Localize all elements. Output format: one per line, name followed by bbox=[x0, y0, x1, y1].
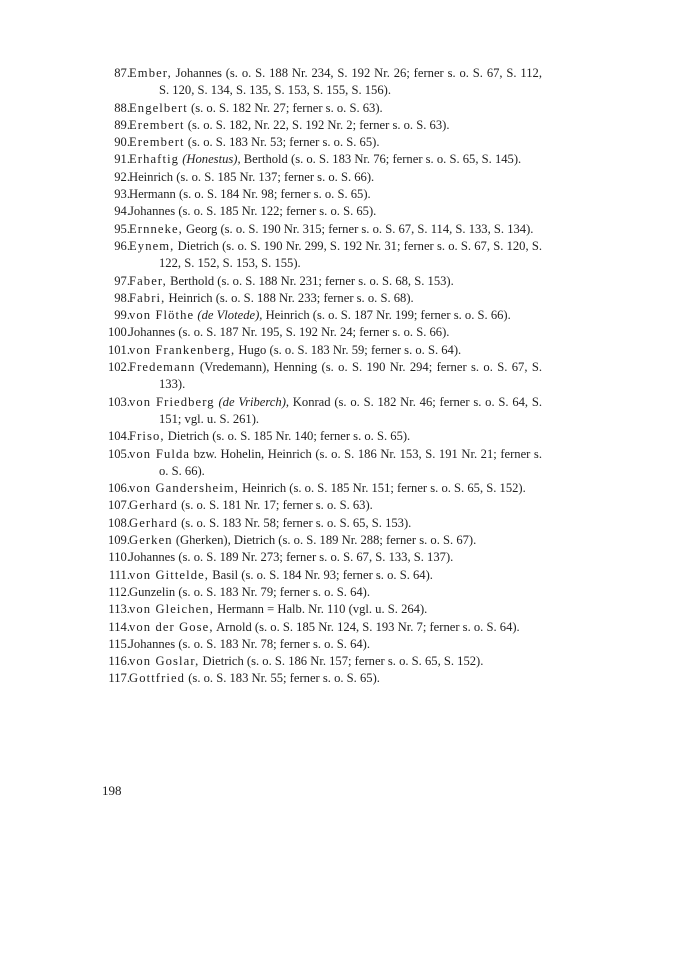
entry-reference: Berthold (s. o. S. 188 Nr. 231; ferner s. o. S. 68, S. 153). bbox=[166, 273, 454, 288]
entry-name: Gunzelin bbox=[129, 584, 176, 599]
page-number: 198 bbox=[102, 783, 122, 798]
entry-text bbox=[129, 516, 411, 530]
index-entry bbox=[102, 653, 542, 670]
entry-text bbox=[129, 204, 376, 218]
entry-reference: Heinrich (s. o. S. 187 Nr. 199; ferner s. o. S. 66). bbox=[262, 308, 511, 323]
index-entry bbox=[102, 446, 542, 481]
entry-reference: (s. o. S. 183 Nr. 58; ferner s. o. S. 65, S. 153). bbox=[177, 515, 412, 530]
index-entry bbox=[102, 567, 542, 584]
entry-name: von Gittelde, bbox=[129, 567, 210, 582]
index-entry bbox=[102, 324, 542, 341]
entry-reference: (s. o. S. 182, Nr. 22, S. 192 Nr. 2; ferner s. o. S. 63). bbox=[184, 117, 450, 132]
entry-text bbox=[129, 585, 370, 599]
entry-name: Erhaftig bbox=[129, 152, 180, 167]
entry-text bbox=[129, 239, 542, 270]
entry-name: Gerhard bbox=[129, 498, 178, 513]
entry-text bbox=[129, 118, 449, 132]
entry-reference: (s. o. S. 183 Nr. 79; ferner s. o. S. 64). bbox=[175, 584, 371, 599]
entry-name: Johannes bbox=[129, 550, 176, 565]
entry-name: Johannes bbox=[129, 636, 176, 651]
entry-text bbox=[129, 395, 542, 426]
index-entry bbox=[102, 273, 542, 290]
entry-text bbox=[129, 360, 542, 391]
entry-number: 101. bbox=[107, 342, 130, 357]
entry-name: Fabri, bbox=[129, 290, 166, 305]
index-entry bbox=[102, 359, 542, 394]
index-entry bbox=[102, 186, 542, 203]
entry-text bbox=[129, 637, 370, 651]
entry-name: Gerken bbox=[129, 533, 173, 548]
index-entry bbox=[102, 151, 542, 168]
entry-name: Erembert bbox=[129, 135, 185, 150]
entry-text bbox=[129, 654, 483, 668]
index-entry bbox=[102, 532, 542, 549]
entry-text bbox=[129, 152, 521, 166]
entry-text bbox=[129, 498, 373, 512]
entry-name: Erembert bbox=[129, 117, 185, 132]
entry-name: Faber, bbox=[129, 273, 167, 288]
index-entry bbox=[102, 307, 542, 324]
entry-number: 98. bbox=[114, 290, 130, 305]
entry-number: 92. bbox=[114, 169, 130, 184]
entry-number: 89. bbox=[114, 117, 130, 132]
index-entry bbox=[102, 290, 542, 307]
entry-number: 104. bbox=[107, 429, 130, 444]
entry-number: 97. bbox=[114, 273, 130, 288]
entry-text bbox=[129, 101, 383, 115]
index-entry bbox=[102, 134, 542, 151]
entry-alias: (de Vlotede), bbox=[194, 308, 263, 323]
index-entry bbox=[102, 117, 542, 134]
entry-reference: (s. o. S. 183 Nr. 55; ferner s. o. S. 65). bbox=[185, 671, 380, 686]
entry-number: 117. bbox=[108, 671, 130, 686]
entry-number: 105. bbox=[107, 446, 130, 461]
index-entry bbox=[102, 636, 542, 653]
entry-reference: Berthold (s. o. S. 183 Nr. 76; ferner s. o. S. 65, S. 145). bbox=[240, 152, 522, 167]
entry-reference: Georg (s. o. S. 190 Nr. 315; ferner s. o. S. 67, S. 114, S. 133, S. 134). bbox=[182, 221, 534, 236]
entry-reference: (s. o. S. 185 Nr. 122; ferner s. o. S. 65). bbox=[175, 204, 377, 219]
entry-number: 94. bbox=[114, 204, 130, 219]
entry-reference: (s. o. S. 187 Nr. 195, S. 192 Nr. 24; ferner s. o. S. 66). bbox=[175, 325, 450, 340]
index-entry bbox=[102, 480, 542, 497]
entry-text bbox=[129, 568, 433, 582]
entry-number: 90. bbox=[114, 135, 130, 150]
entry-number: 100. bbox=[107, 325, 130, 340]
index-entry bbox=[102, 65, 542, 100]
entry-number: 103. bbox=[107, 394, 130, 409]
entry-number: 96. bbox=[114, 238, 130, 253]
index-entry bbox=[102, 619, 542, 636]
entry-number: 87. bbox=[114, 66, 130, 80]
index-entry bbox=[102, 584, 542, 601]
entry-alias: (de Vriberch), bbox=[214, 394, 290, 409]
entry-name: von Gleichen, bbox=[129, 602, 214, 617]
entry-reference: Heinrich (s. o. S. 185 Nr. 151; ferner s. o. S. 65, S. 152). bbox=[238, 481, 526, 496]
entry-reference: Johannes (s. o. S. 188 Nr. 234, S. 192 Nr. 26; ferner s. o. S. 67, S. 112, S. 120, S. 134, S. 135, S. 153, S. 155, S. 156). bbox=[159, 66, 542, 98]
entry-reference: Basil (s. o. S. 184 Nr. 93; ferner s. o. S. 64). bbox=[209, 567, 433, 582]
entry-reference: Dietrich (s. o. S. 185 Nr. 140; ferner s. o. S. 65). bbox=[164, 429, 411, 444]
entry-reference: (Vredemann), Henning (s. o. S. 190 Nr. 294; ferner s. o. S. 67, S. 133). bbox=[159, 360, 542, 392]
index-entry bbox=[102, 670, 542, 687]
index-entry bbox=[102, 238, 542, 273]
entry-name: von Gandersheim, bbox=[129, 481, 239, 496]
entry-name: Gottfried bbox=[129, 671, 186, 686]
entry-number: 116. bbox=[108, 654, 130, 669]
entry-reference: Konrad (s. o. S. 182 Nr. 46; ferner s. o. S. 64, S. 151; vgl. u. S. 261). bbox=[159, 394, 542, 426]
entry-reference: (s. o. S. 181 Nr. 17; ferner s. o. S. 63). bbox=[177, 498, 373, 513]
entry-name: Heinrich bbox=[129, 169, 174, 184]
entry-text bbox=[129, 66, 542, 97]
entry-number: 114. bbox=[108, 619, 130, 634]
entry-name: von Friedberg bbox=[129, 394, 215, 409]
index-entry bbox=[102, 549, 542, 566]
entry-text bbox=[129, 671, 380, 685]
entry-number: 112. bbox=[108, 584, 130, 599]
entry-number: 109. bbox=[107, 533, 130, 548]
entry-name: Ember, bbox=[129, 66, 172, 80]
entry-number: 115. bbox=[108, 636, 130, 651]
index-entry bbox=[102, 169, 542, 186]
entry-text bbox=[129, 222, 533, 236]
entry-reference: Hermann = Halb. Nr. 110 (vgl. u. S. 264). bbox=[213, 602, 428, 617]
entry-name: Johannes bbox=[129, 204, 176, 219]
entry-number: 95. bbox=[114, 221, 130, 236]
entry-reference: Dietrich (s. o. S. 190 Nr. 299, S. 192 Nr. 31; ferner s. o. S. 67, S. 120, S. 122, S. 152, S. 153, S. 155). bbox=[159, 238, 542, 271]
entry-text bbox=[129, 429, 410, 443]
entry-text bbox=[129, 170, 374, 184]
index-entry bbox=[102, 515, 542, 532]
entry-text bbox=[129, 135, 380, 149]
entry-reference: (s. o. S. 183 Nr. 78; ferner s. o. S. 64). bbox=[175, 636, 371, 651]
entry-reference: (s. o. S. 185 Nr. 137; ferner s. o. S. 66). bbox=[173, 169, 375, 184]
entry-name: Gerhard bbox=[129, 515, 178, 530]
entry-alias: (Honestus), bbox=[179, 152, 241, 167]
entry-name: von Flöthe bbox=[129, 308, 195, 323]
entry-name: von Frankenberg, bbox=[129, 342, 236, 357]
entry-name: Johannes bbox=[129, 325, 176, 340]
entry-name: von der Gose, bbox=[129, 619, 214, 634]
entry-reference: Heinrich (s. o. S. 188 Nr. 233; ferner s. o. S. 68). bbox=[165, 290, 414, 305]
entry-text bbox=[129, 343, 461, 357]
entry-number: 108. bbox=[107, 515, 130, 530]
entry-text bbox=[129, 481, 526, 495]
index-entry bbox=[102, 497, 542, 514]
entry-name: Fredemann bbox=[129, 360, 196, 375]
index-entry bbox=[102, 100, 542, 117]
entry-number: 106. bbox=[107, 481, 130, 496]
entry-reference: Arnold (s. o. S. 185 Nr. 124, S. 193 Nr. 7; ferner s. o. S. 64). bbox=[213, 619, 520, 634]
entry-reference: (s. o. S. 189 Nr. 273; ferner s. o. S. 67, S. 133, S. 137). bbox=[175, 550, 454, 565]
entry-text bbox=[129, 187, 371, 201]
entry-number: 110. bbox=[108, 550, 130, 565]
entry-name: von Goslar, bbox=[129, 654, 200, 669]
entry-reference: Dietrich (s. o. S. 186 Nr. 157; ferner s. o. S. 65, S. 152). bbox=[199, 654, 484, 669]
entry-list bbox=[102, 65, 542, 688]
entry-text bbox=[129, 620, 520, 634]
entry-reference: (Gherken), Dietrich (s. o. S. 189 Nr. 288; ferner s. o. S. 67). bbox=[172, 533, 477, 548]
index-entry bbox=[102, 203, 542, 220]
index-entry bbox=[102, 342, 542, 359]
entry-text bbox=[129, 274, 454, 288]
entry-reference: (s. o. S. 184 Nr. 98; ferner s. o. S. 65). bbox=[175, 187, 371, 202]
index-entry bbox=[102, 601, 542, 618]
entry-reference: Hugo (s. o. S. 183 Nr. 59; ferner s. o. S. 64). bbox=[235, 342, 462, 357]
entry-reference: (s. o. S. 183 Nr. 53; ferner s. o. S. 65). bbox=[184, 135, 380, 150]
entry-name: Ernneke, bbox=[129, 221, 183, 236]
entry-name: Hermann bbox=[129, 187, 176, 202]
entry-text bbox=[129, 533, 476, 547]
entry-name: Engelbert bbox=[129, 100, 188, 115]
entry-reference: bzw. Hohelin, Heinrich (s. o. S. 186 Nr. 153, S. 191 Nr. 21; ferner s. o. S. 66). bbox=[159, 446, 542, 478]
entry-text bbox=[129, 291, 414, 305]
entry-text bbox=[129, 325, 449, 339]
entry-text bbox=[129, 447, 542, 478]
entry-number: 88. bbox=[114, 100, 130, 115]
entry-number: 102. bbox=[107, 360, 130, 375]
entry-name: Friso, bbox=[129, 429, 165, 444]
index-entry bbox=[102, 221, 542, 238]
entry-reference: (s. o. S. 182 Nr. 27; ferner s. o. S. 63). bbox=[187, 100, 383, 115]
entry-number: 111. bbox=[108, 567, 130, 582]
entry-number: 107. bbox=[107, 498, 130, 513]
index-entry bbox=[102, 428, 542, 445]
entry-text bbox=[129, 602, 427, 616]
entry-name: Eynem, bbox=[129, 238, 175, 253]
entry-number: 93. bbox=[114, 187, 130, 202]
entry-number: 91. bbox=[114, 152, 130, 167]
entry-text bbox=[129, 308, 511, 322]
entry-name: von Fulda bbox=[129, 446, 191, 461]
entry-text bbox=[129, 550, 453, 564]
index-entry bbox=[102, 394, 542, 429]
entry-number: 99. bbox=[114, 308, 130, 323]
entry-number: 113. bbox=[108, 602, 130, 617]
